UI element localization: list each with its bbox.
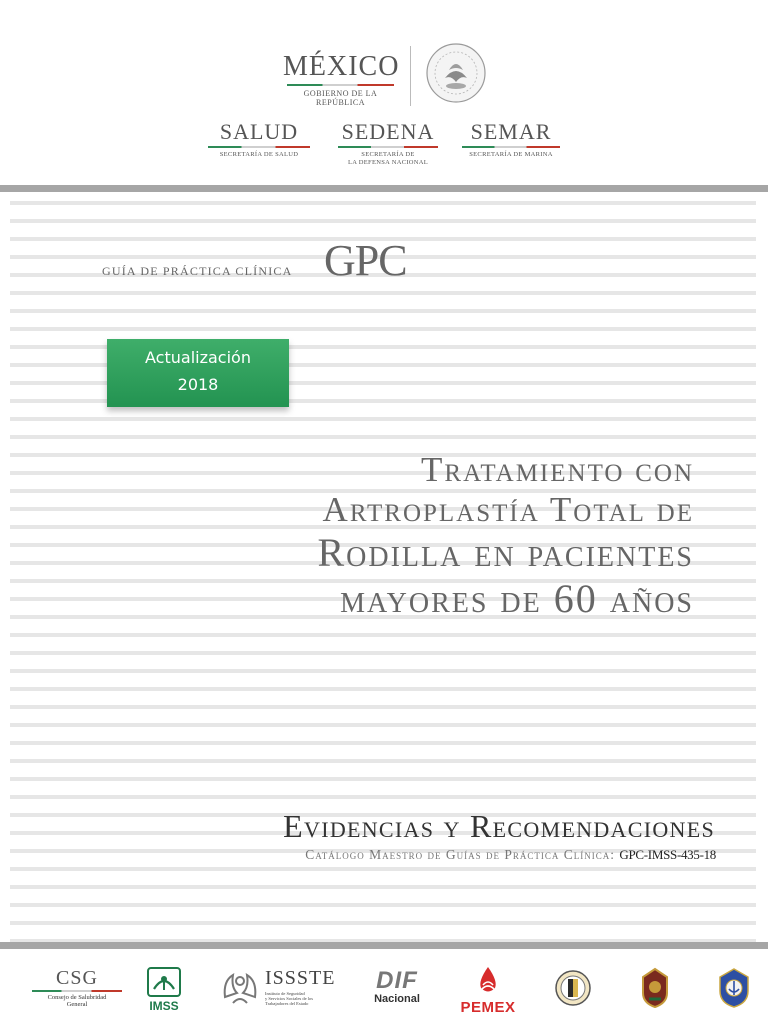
document-title <box>174 450 694 622</box>
csg-title: CSG <box>56 967 98 989</box>
sedena-title: SEDENA <box>341 119 435 144</box>
pemex-label: PEMEX <box>460 999 516 1016</box>
issste-line2: y Servicios Sociales de los <box>265 996 313 1001</box>
mexico-subtitle: GOBIERNO DE LA REPÚBLICA <box>303 89 378 107</box>
title-line2: Artroplastía Total de <box>322 490 694 529</box>
semar-subtitle: SECRETARÍA DE MARINA <box>469 151 553 158</box>
dif-title: DIF <box>376 967 418 994</box>
coat-of-arms-seal-icon <box>425 42 487 104</box>
csg-logo <box>32 968 122 1008</box>
pemex-logo <box>455 965 521 1015</box>
imss-label: IMSS <box>149 999 179 1013</box>
issste-name: ISSSTE <box>265 967 336 989</box>
semar-logo <box>462 120 560 159</box>
csg-line2: General <box>66 1001 88 1008</box>
marina-emblem-icon <box>554 967 592 1009</box>
military-emblem-icon <box>636 967 674 1009</box>
salud-subtitle: SECRETARÍA DE SALUD <box>219 151 299 158</box>
title-line4: mayores de 60 años <box>340 576 694 621</box>
dif-subtitle: Nacional <box>374 993 420 1005</box>
salud-title: SALUD <box>219 119 299 144</box>
update-badge <box>107 339 289 407</box>
mexico-government-logo <box>283 52 398 107</box>
issste-description <box>265 991 337 1006</box>
tricolor-rule <box>287 84 394 86</box>
header-divider <box>410 46 411 106</box>
guide-label: GUÍA DE PRÁCTICA CLÍNICA <box>102 264 293 278</box>
tricolor-rule <box>32 990 122 992</box>
top-divider-bar <box>0 185 768 192</box>
badge-year: 2018 <box>177 375 219 394</box>
title-line3: Rodilla en pacientes <box>317 530 694 575</box>
tricolor-rule <box>208 146 310 148</box>
catalog-line <box>305 847 716 863</box>
title-line1: Tratamiento con <box>421 450 694 489</box>
catalog-label: Catálogo Maestro de Guías de Práctica Clínica: <box>305 847 615 862</box>
issste-line3: Trabajadores del Estado <box>265 1001 309 1006</box>
imss-logo <box>146 967 182 1013</box>
section-heading: Evidencias y Recomendaciones <box>283 808 715 844</box>
sedena-logo <box>338 120 438 167</box>
issste-line1: Instituto de Seguridad <box>265 991 305 996</box>
sedena-subtitle-line2: LA DEFENSA NACIONAL <box>347 159 429 166</box>
page-header <box>0 0 768 185</box>
sedena-subtitle-line1: SECRETARÍA DE <box>361 151 415 158</box>
issste-hands-icon <box>219 967 261 1009</box>
salud-logo <box>208 120 310 159</box>
tricolor-rule <box>338 146 438 148</box>
dif-logo <box>370 969 424 1005</box>
csg-line1: Consejo de Salubridad <box>47 994 107 1001</box>
institution-logos <box>0 955 768 1024</box>
naval-shield-icon <box>715 967 753 1009</box>
catalog-code: GPC-IMSS-435-18 <box>619 847 716 862</box>
badge-line1: Actualización <box>145 348 251 367</box>
pemex-drop-icon <box>473 965 503 995</box>
mexico-title: MÉXICO <box>283 51 400 82</box>
semar-title: SEMAR <box>470 119 552 144</box>
guide-acronym: GPC <box>324 236 407 285</box>
bottom-divider-bar <box>0 942 768 949</box>
imss-eagle-icon <box>147 967 181 997</box>
tricolor-rule <box>462 146 560 148</box>
